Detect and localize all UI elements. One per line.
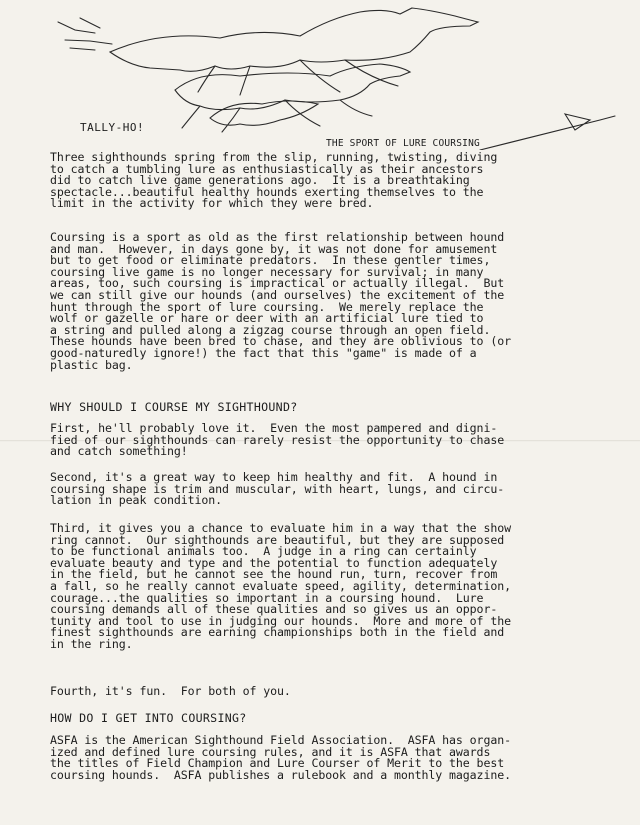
text-line: finest sighthounds are earning championships both in the field and [50, 625, 505, 640]
text-line: coursing live game is no longer necessary for survival; in many [50, 264, 484, 279]
text-line: did to catch live game generations ago. It is a breathtaking [50, 173, 470, 188]
text-line: ASFA is the American Sighthound Field Association. ASFA has organ- [50, 733, 511, 747]
text-line: and man. However, in days gone by, it was not done for amusement [50, 241, 498, 256]
text-line: coursing hounds. ASFA publishes a rulebook and a monthly magazine. [50, 767, 511, 782]
asfa-paragraph [50, 735, 570, 781]
text-line: lation in peak condition. [50, 493, 223, 508]
text-line: good-naturedly ignore!) the fact that this "game" is made of a [50, 345, 477, 360]
text-line: in the ring. [50, 636, 133, 651]
section-heading-why: WHY SHOULD I COURSE MY SIGHTHOUND? [50, 400, 298, 414]
tally-ho-heading: TALLY-HO! [80, 121, 145, 134]
text-line: to be functional animals too. A judge in a ring can certainly [50, 544, 477, 559]
text-line: Fourth, it's fun. For both of you. [50, 684, 291, 698]
text-line: courage...the qualities so important in a coursing hound. Lure [50, 590, 484, 605]
text-line: a fall, so he really cannot evaluate speed, agility, determination, [50, 578, 511, 593]
text-line: the titles of Field Champion and Lure Courser of Merit to the best [50, 756, 505, 771]
lead-hound-sketch [110, 8, 478, 71]
history-paragraph [50, 232, 570, 371]
text-line: tunity and tool to use in judging our hounds. More and more of the [50, 613, 511, 628]
text-line: These hounds have been bred to chase, and they are oblivious to (or [50, 334, 511, 349]
section-heading-how: HOW DO I GET INTO COURSING? [50, 711, 247, 725]
text-line: Third, it gives you a chance to evaluate him in a way that the show [50, 521, 511, 535]
text-line: ring cannot. Our sighthounds are beautiful, but they are supposed [50, 532, 505, 547]
text-line: ized and defined lure coursing rules, and it is ASFA that awards [50, 744, 491, 759]
grass-sketch [58, 18, 112, 50]
text-line: hunt through the sport of lure coursing. We merely replace the [50, 299, 484, 314]
text-line: a string and pulled along a zigzag course through an open field. [50, 322, 491, 337]
text-line: coursing shape is trim and muscular, with heart, lungs, and circu- [50, 481, 505, 496]
text-line: Second, it's a great way to keep him healthy and fit. A hound in [50, 470, 498, 484]
reason-second-paragraph [50, 472, 570, 507]
article-title: THE SPORT OF LURE COURSING [326, 138, 480, 149]
text-line: in the field, but he cannot see the hound run, turn, recover from [50, 567, 498, 582]
text-line: areas, too, such coursing is impractical or actually illegal. But [50, 276, 505, 291]
intro-paragraph [50, 152, 570, 210]
text-line: and catch something! [50, 444, 188, 459]
text-line: Three sighthounds spring from the slip, running, twisting, diving [50, 150, 498, 164]
reason-fourth-paragraph [50, 686, 570, 698]
text-line: evaluate beauty and type and the potential to function adequately [50, 555, 498, 570]
text-line: coursing demands all of these qualities and so gives us an oppor- [50, 602, 498, 617]
text-line: First, he'll probably love it. Even the most pampered and digni- [50, 421, 498, 435]
text-line: we can still give our hounds (and ourselves) the excitement of the [50, 287, 505, 302]
second-hound-sketch [175, 64, 410, 110]
text-line: limit in the activity for which they were bred. [50, 196, 374, 211]
reason-first-paragraph [50, 423, 570, 458]
lure-line-sketch [480, 114, 615, 150]
text-line: to catch a tumbling lure as enthusiastically as their ancestors [50, 161, 484, 176]
text-line: but to get food or eliminate predators. In these gentler times, [50, 253, 491, 268]
reason-third-paragraph [50, 523, 570, 651]
third-hound-sketch [210, 101, 318, 125]
text-line: plastic bag. [50, 357, 133, 372]
text-line: wolf or gazelle or hare or deer with an artificial lure tied to [50, 311, 484, 326]
text-line: spectacle...beautiful healthy hounds exerting themselves to the [50, 184, 484, 199]
text-line: fied of our sighthounds can rarely resist the opportunity to chase [50, 432, 505, 447]
text-line: Coursing is a sport as old as the first relationship between hound [50, 230, 505, 244]
